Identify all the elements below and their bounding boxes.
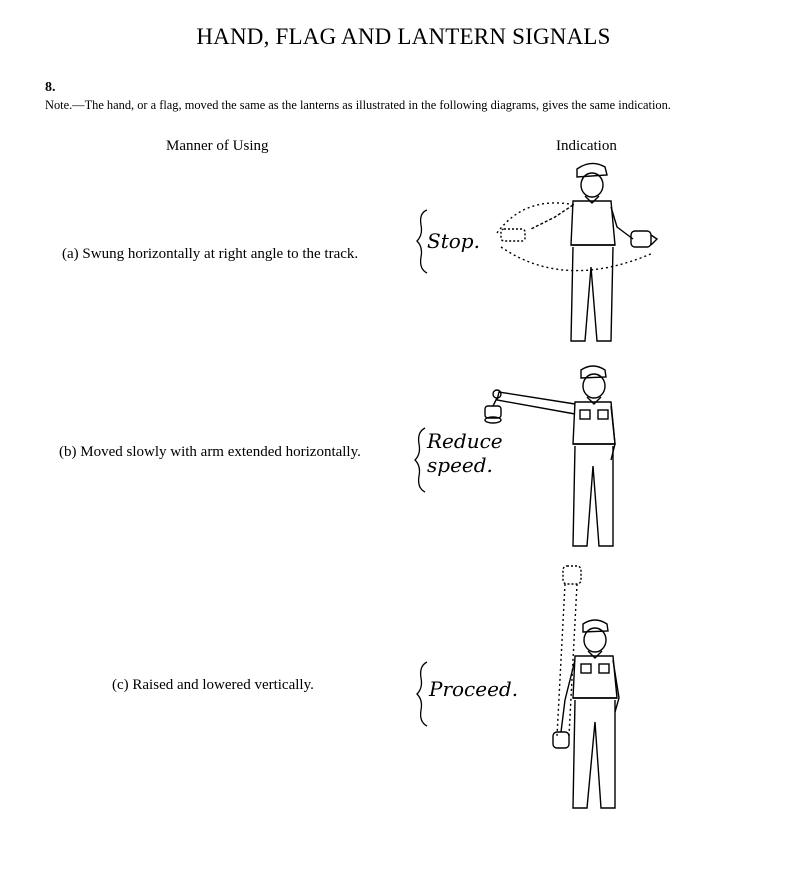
- section-number: 8.: [45, 80, 56, 95]
- signal-c-indication: Proceed.: [429, 677, 519, 701]
- page-title: HAND, FLAG AND LANTERN SIGNALS: [196, 24, 611, 49]
- column-header-indication: Indication: [556, 138, 617, 154]
- column-header-manner: Manner of Using: [166, 138, 269, 154]
- signal-a-illustration: [405, 155, 665, 355]
- note-text: Note.—The hand, or a flag, moved the same as the lanterns as illustrated in the following diagrams, gives the same indication.: [45, 98, 671, 112]
- signal-b-illustration: [405, 360, 645, 555]
- signal-c-manner: (c) Raised and lowered vertically.: [112, 677, 314, 693]
- brace-icon: [415, 428, 425, 492]
- signal-b-manner: (b) Moved slowly with arm extended horizontally.: [59, 444, 361, 460]
- brace-icon: [417, 662, 427, 726]
- signal-b-indication-line2: speed.: [427, 453, 493, 477]
- signal-b-indication-line1: Reduce: [427, 429, 503, 453]
- brace-icon: [417, 210, 427, 273]
- stop-signal-figure: [405, 155, 665, 355]
- signal-a-indication: Stop.: [427, 229, 480, 253]
- signal-c-illustration: [405, 560, 645, 820]
- signal-a-manner: (a) Swung horizontally at right angle to the track.: [62, 246, 359, 262]
